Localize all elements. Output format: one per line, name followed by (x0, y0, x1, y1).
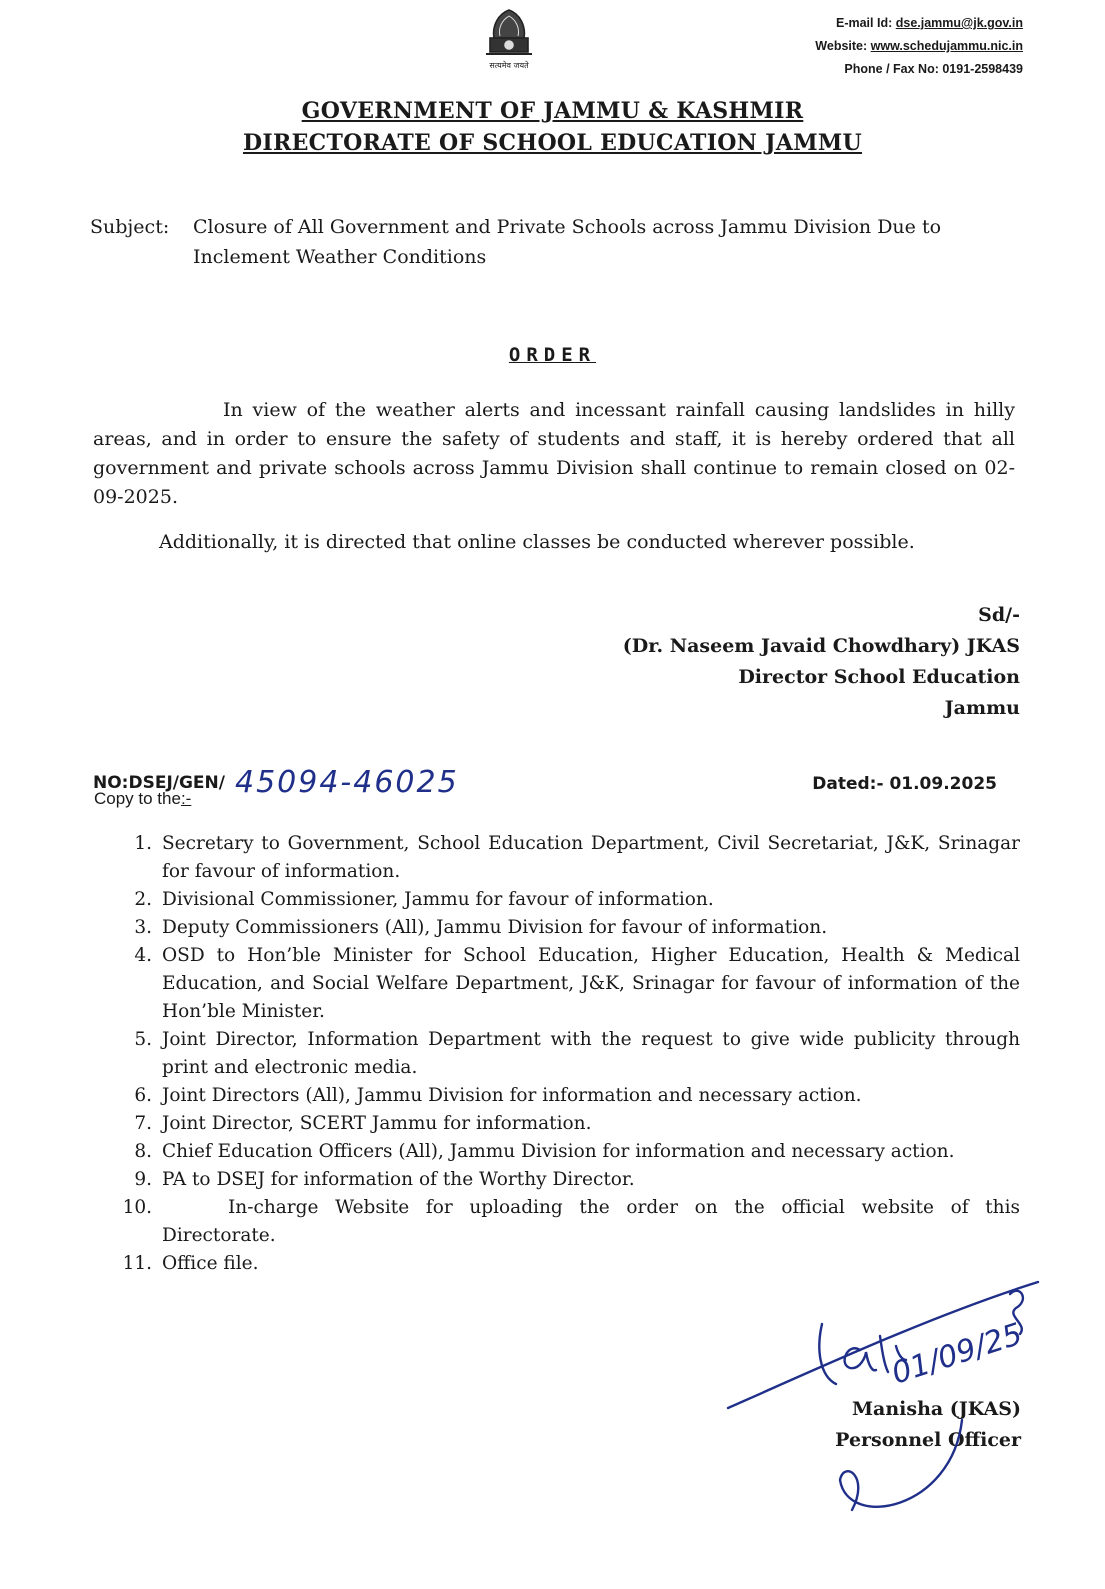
director-name: (Dr. Naseem Javaid Chowdhary) JKAS (622, 635, 1020, 657)
list-item-number: 8. (134, 1141, 152, 1162)
list-item (120, 1250, 1020, 1278)
personnel-officer-name: Manisha (JKAS) (852, 1398, 1021, 1420)
contact-block (815, 12, 1023, 81)
order-paragraph-1: In view of the weather alerts and incessant rainfall causing landslides in hilly areas, and in order to ensure the safety of students and staff, it is hereby ordered that all government and private schools across Jammu Division shall continue to remain closed on 02-09-2025. (93, 399, 1015, 508)
handwritten-date: 01/09/25 (887, 1316, 1027, 1392)
directorate-heading: DIRECTORATE OF SCHOOL EDUCATION JAMMU (243, 130, 862, 156)
list-item (120, 830, 1020, 886)
government-heading: GOVERNMENT OF JAMMU & KASHMIR (301, 98, 804, 124)
copy-to-prefix: Copy to the (94, 789, 181, 808)
list-item-text: Joint Director, SCERT Jammu for information. (162, 1113, 592, 1134)
list-item-text: Deputy Commissioners (All), Jammu Division for favour of information. (162, 917, 828, 938)
director-place: Jammu (944, 697, 1020, 719)
state-emblem-icon (478, 2, 540, 78)
list-item (120, 1026, 1020, 1082)
list-item-number: 4. (134, 945, 152, 966)
list-item (120, 1166, 1020, 1194)
list-item-text: Office file. (162, 1253, 259, 1274)
list-item-number: 7. (134, 1113, 152, 1134)
list-item-number: 6. (134, 1085, 152, 1106)
list-item (120, 914, 1020, 942)
list-item (120, 1082, 1020, 1110)
list-item-number: 5. (134, 1029, 152, 1050)
list-item-number: 9. (134, 1169, 152, 1190)
list-item-number: 10. (122, 1197, 152, 1218)
handwritten-signature-icon (720, 1280, 1080, 1540)
copy-to-label (94, 789, 191, 809)
subject-label: Subject: (90, 216, 170, 238)
list-item-text: OSD to Hon’ble Minister for School Education, Higher Education, Health & Medical Education, and Social Welfare Department, J&K, Srinagar for favour of information of the Hon’ble Minister. (162, 945, 1020, 1022)
phone-line (815, 58, 1023, 81)
list-item-number: 11. (122, 1253, 152, 1274)
order-paragraph-2: Additionally, it is directed that online classes be conducted wherever possible. (159, 531, 915, 553)
list-item (120, 886, 1020, 914)
list-item (120, 1194, 1020, 1250)
list-item (120, 1138, 1020, 1166)
list-item-text: PA to DSEJ for information of the Worthy Director. (162, 1169, 635, 1190)
email-link[interactable]: dse.jammu@jk.gov.in (895, 16, 1023, 30)
list-item-number: 2. (134, 889, 152, 910)
list-item-number: 3. (134, 917, 152, 938)
director-signature-block (623, 600, 1020, 724)
website-link[interactable]: www.schedujammu.nic.in (870, 39, 1023, 53)
handwritten-reference-number: 45094-46025 (234, 765, 459, 800)
list-item-number: 1. (134, 833, 152, 854)
phone-value: 0191-2598439 (942, 62, 1023, 76)
phone-label: Phone / Fax No: (844, 62, 939, 76)
list-item-text: Joint Director, Information Department with the request to give wide publicity through print and electronic media. (162, 1029, 1020, 1078)
personnel-officer-designation: Personnel Officer (835, 1429, 1021, 1451)
list-item-text: Secretary to Government, School Education Department, Civil Secretariat, J&K, Srinagar for favour of information. (162, 833, 1020, 882)
subject (90, 212, 1030, 272)
list-item (120, 942, 1020, 1026)
reference-label: NO:DSEJ/GEN/ (93, 773, 225, 793)
list-item-text: Divisional Commissioner, Jammu for favour of information. (162, 889, 714, 910)
email-line (815, 12, 1023, 35)
copy-to-suffix: :- (180, 789, 192, 808)
director-designation: Director School Education (738, 666, 1020, 688)
sd-mark: Sd/- (978, 604, 1020, 626)
copy-to-list (120, 830, 1020, 1278)
website-line (815, 35, 1023, 58)
list-item-text: In-charge Website for uploading the order on the official website of this Directorate. (162, 1197, 1020, 1246)
emblem-motto: सत्यमेव जयते (489, 61, 529, 70)
subject-text: Closure of All Government and Private Schools across Jammu Division Due to Inclement Weather Conditions (193, 216, 942, 268)
list-item-text: Chief Education Officers (All), Jammu Division for information and necessary action. (162, 1141, 955, 1162)
email-label: E-mail Id: (835, 16, 893, 30)
order-title: ORDER (508, 344, 597, 366)
list-item (120, 1110, 1020, 1138)
website-label: Website: (815, 39, 868, 53)
list-item-text: Joint Directors (All), Jammu Division for information and necessary action. (162, 1085, 862, 1106)
order-date: Dated:- 01.09.2025 (812, 774, 997, 794)
